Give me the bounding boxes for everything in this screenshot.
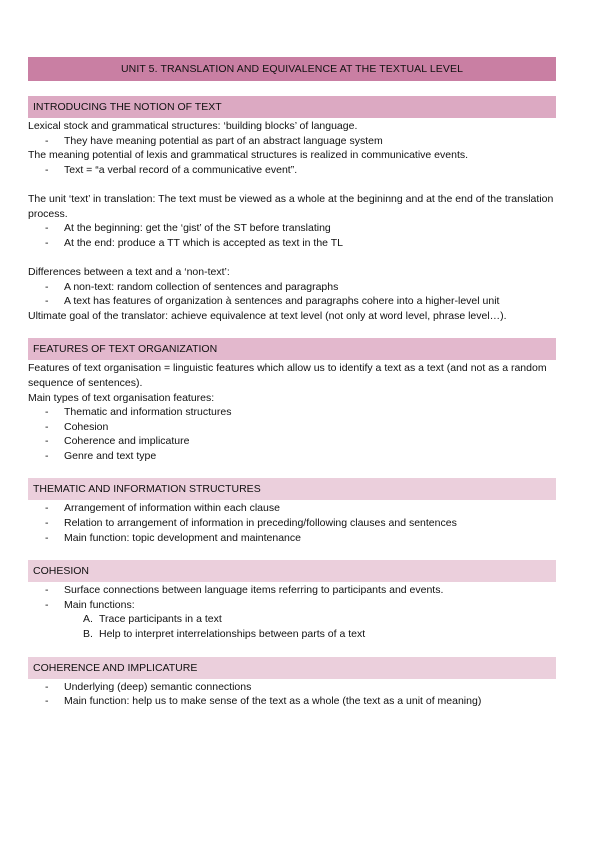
dash-bullet: - — [45, 502, 49, 515]
bullet-item: - Genre and text type — [45, 449, 157, 462]
dash-bullet: - — [45, 163, 49, 176]
dash-bullet: - — [45, 680, 49, 693]
dash-bullet: - — [45, 598, 49, 611]
bullet-item: - A text has features of organization à sentences and paragraphs cohere into a higher-level unit — [45, 295, 500, 308]
dash-bullet: - — [45, 695, 49, 708]
bullet-item: - Arrangement of information within each clause — [45, 502, 280, 515]
paragraph: Lexical stock and grammatical structures: ‘building blocks’ of language. — [28, 120, 358, 132]
dash-bullet: - — [45, 222, 49, 235]
bullet-item: - Underlying (deep) semantic connections — [45, 680, 252, 693]
bullet-item: - Coherence and implicature — [45, 435, 190, 448]
bullet-item: - Cohesion — [45, 420, 109, 433]
bullet-item: - Text = “a verbal record of a communicative event”. — [45, 163, 298, 176]
bullet-item: - Surface connections between language items referring to participants and events. — [45, 584, 444, 597]
bullet-item: - A non-text: random collection of sentences and paragraphs — [45, 280, 339, 293]
section-heading-cohesion: COHESION — [28, 560, 556, 582]
bullet-item: - They have meaning potential as part of an abstract language system — [45, 134, 383, 147]
bullet-item: - Main functions: — [45, 598, 135, 611]
dash-bullet: - — [45, 236, 49, 249]
dash-bullet: - — [45, 280, 49, 293]
paragraph: The unit ‘text’ in translation: The text must be viewed as a whole at the begininng and at the end of the translation process. — [28, 192, 554, 220]
paragraph: Ultimate goal of the translator: achieve equivalence at text level (not only at word level, phrase level…). — [28, 309, 507, 322]
dash-bullet: - — [45, 420, 49, 433]
paragraph: Features of text organisation = linguistic features which allow us to identify a text as a text (and not as a random sequence of sentences). — [28, 362, 547, 389]
bullet-item: - Main function: topic development and maintenance — [45, 531, 301, 544]
section-heading-coherence: COHERENCE AND IMPLICATURE — [28, 657, 556, 679]
section-heading-notion: INTRODUCING THE NOTION OF TEXT — [28, 96, 556, 118]
page-title: UNIT 5. TRANSLATION AND EQUIVALENCE AT THE TEXTUAL LEVEL — [28, 57, 556, 81]
dash-bullet: - — [45, 406, 49, 419]
bullet-item: - Relation to arrangement of information in preceding/following clauses and sentences — [45, 517, 457, 530]
bullet-item: - Main function: help us to make sense of the text as a whole (the text as a unit of meaning) — [45, 695, 482, 708]
dash-bullet: - — [45, 584, 49, 597]
dash-bullet: - — [45, 295, 49, 308]
bullet-item: - At the end: produce a TT which is accepted as text in the TL — [45, 236, 343, 249]
dash-bullet: - — [45, 517, 49, 530]
paragraph: Main types of text organisation features: — [28, 391, 215, 404]
dash-bullet: - — [45, 531, 49, 544]
paragraph: Differences between a text and a ‘non-text’: — [28, 265, 230, 278]
dash-bullet: - — [45, 435, 49, 448]
section-heading-organization: FEATURES OF TEXT ORGANIZATION — [28, 338, 556, 360]
sub-list-item: B. Help to interpret interrelationships between parts of a text — [83, 628, 366, 641]
sub-list-item: A. Trace participants in a text — [83, 613, 222, 626]
paragraph: The meaning potential of lexis and grammatical structures is realized in communicative events. — [28, 149, 469, 162]
bullet-item: - At the beginning: get the ‘gist’ of the ST before translating — [45, 222, 331, 235]
dash-bullet: - — [45, 134, 49, 147]
bullet-item: - Thematic and information structures — [45, 406, 232, 419]
section-heading-thematic: THEMATIC AND INFORMATION STRUCTURES — [28, 478, 556, 500]
document-page — [28, 57, 556, 709]
dash-bullet: - — [45, 449, 49, 462]
